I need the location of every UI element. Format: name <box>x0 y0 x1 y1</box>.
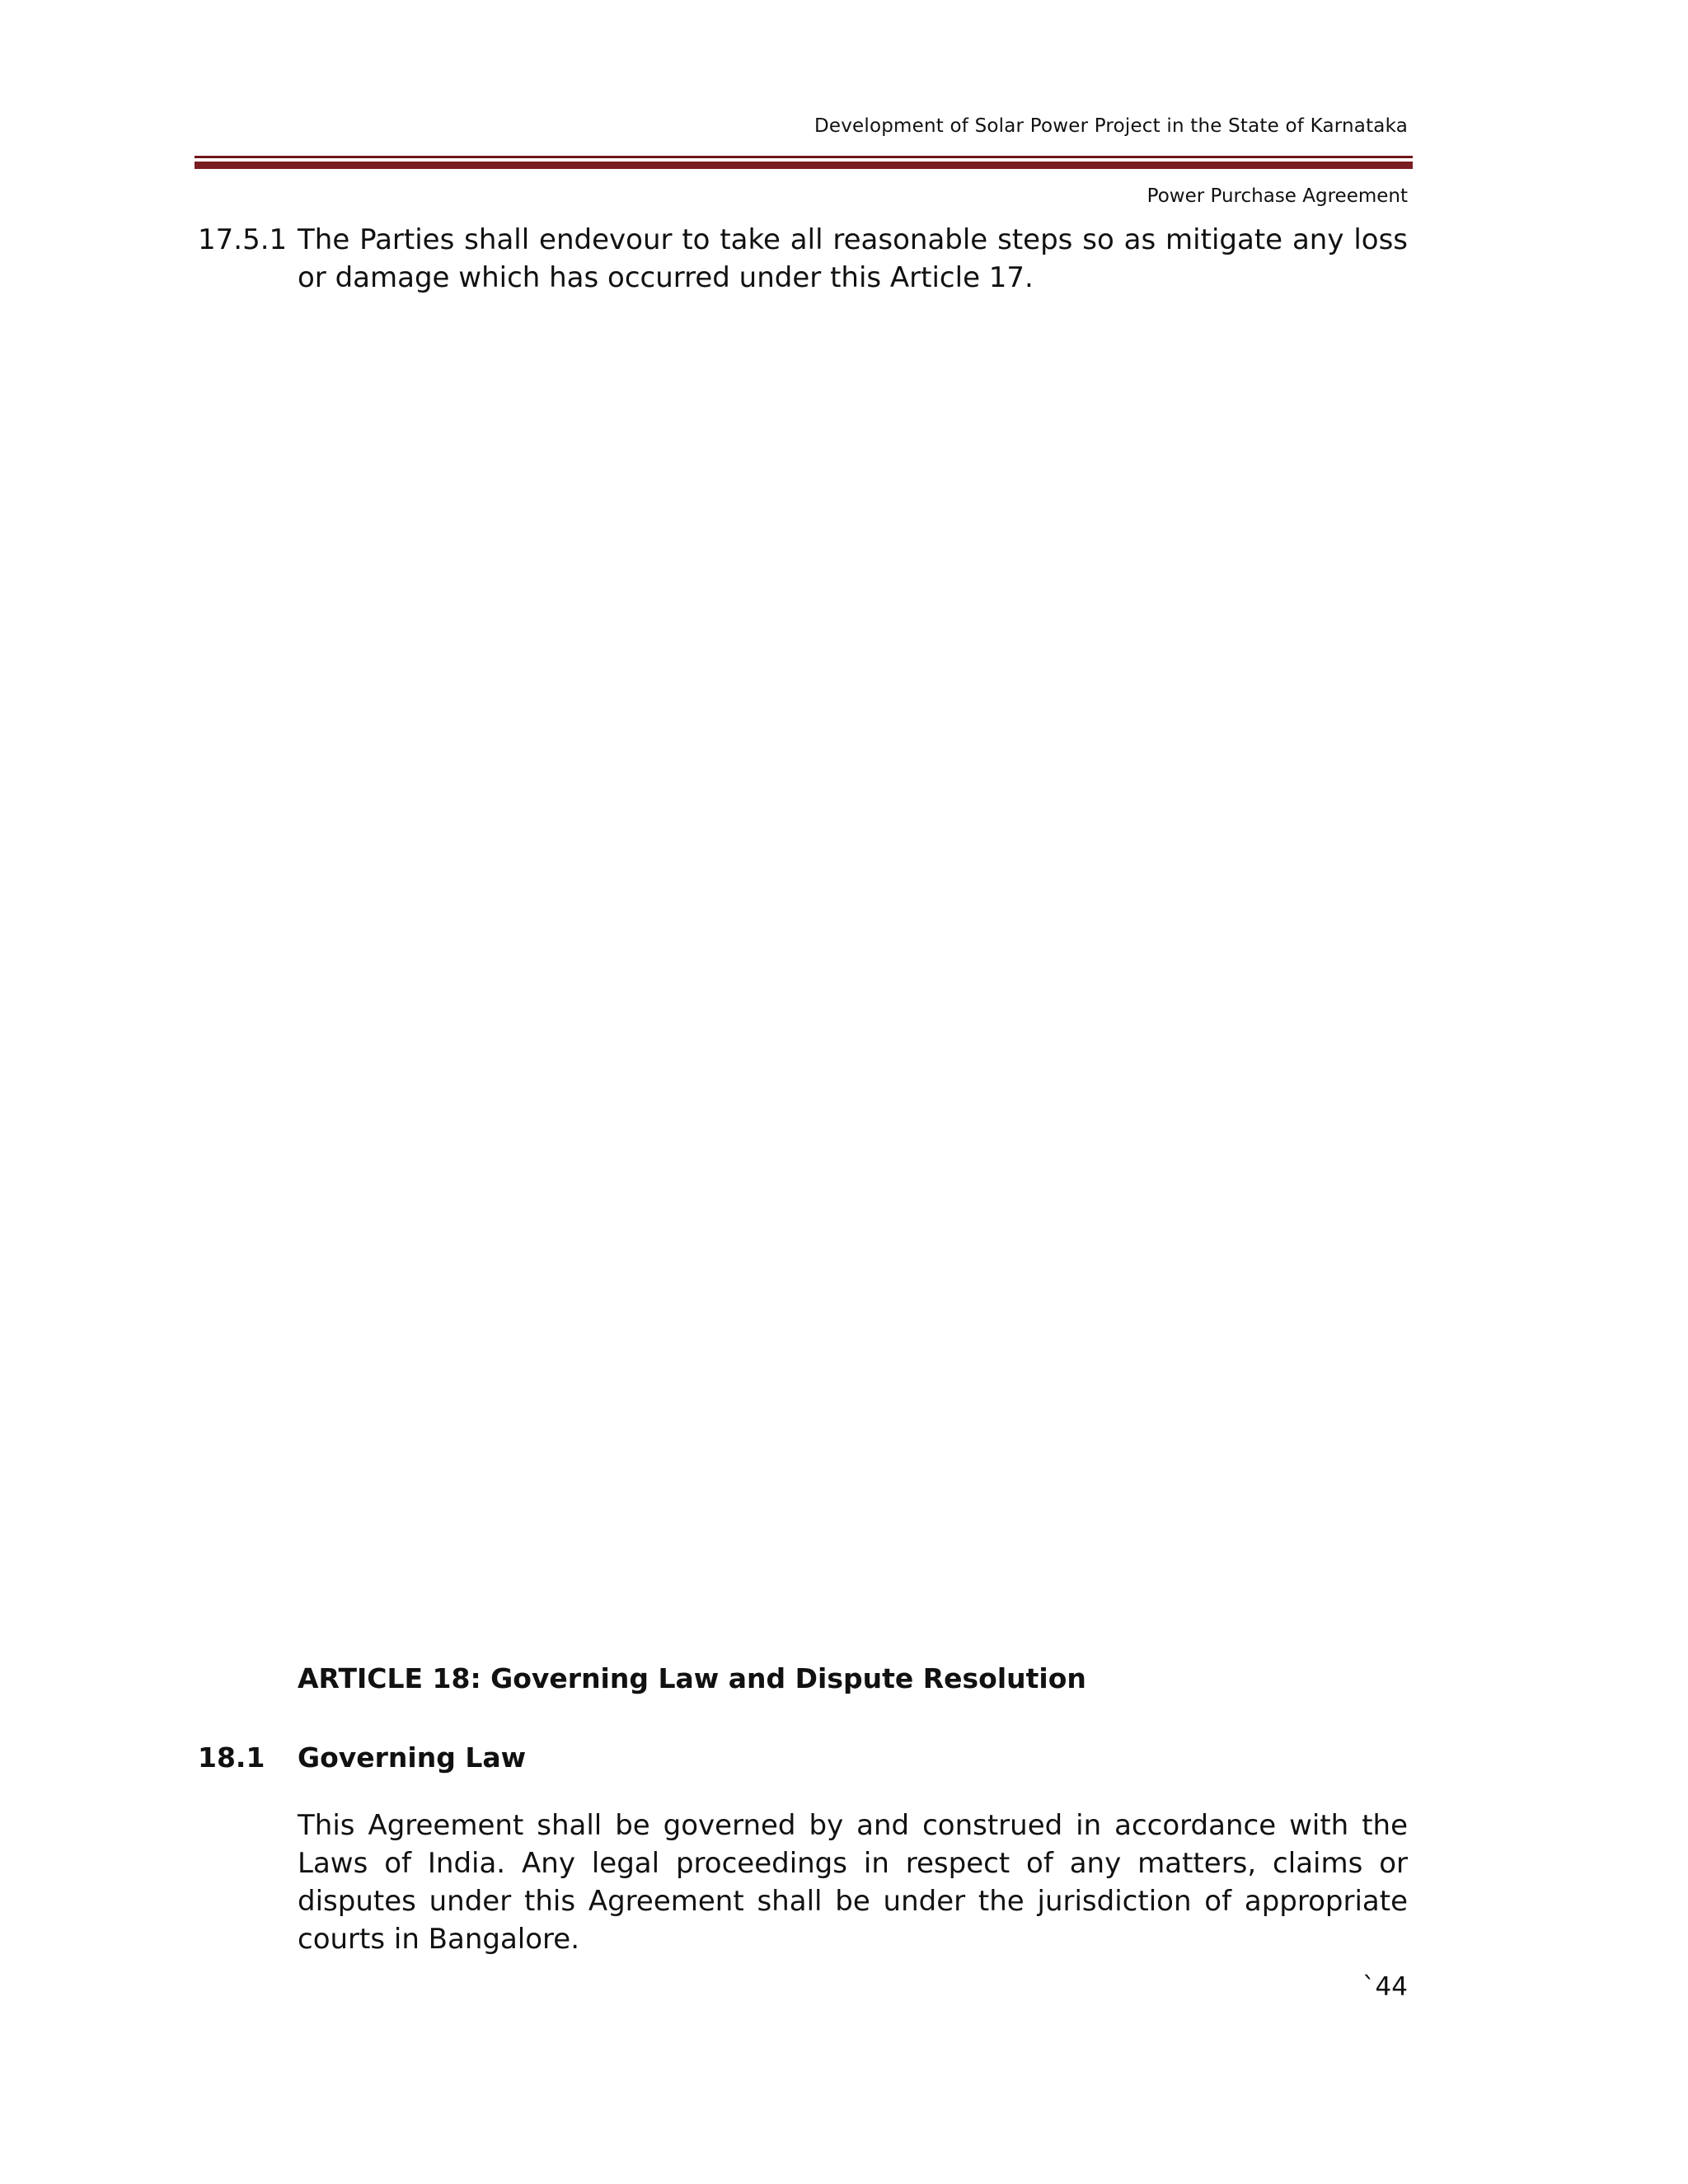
header-rule-thick <box>195 162 1413 169</box>
section-number: 18.1 <box>198 1741 265 1774</box>
header-rule-thin <box>195 156 1413 158</box>
clause-17-5-1 <box>198 221 1408 297</box>
clause-text: The Parties shall endevour to take all reasonable steps so as mitigate any loss or damage which has occurred under this Article 17. <box>298 223 1408 294</box>
page-number: `44 <box>1362 1972 1408 2002</box>
clause-number: 17.5.1 <box>198 223 288 256</box>
article-heading: ARTICLE 18: Governing Law and Dispute Resolution <box>298 1662 1086 1694</box>
header-title: Development of Solar Power Project in the State of Karnataka <box>814 115 1408 137</box>
header-subtitle: Power Purchase Agreement <box>1146 185 1408 207</box>
section-title: Governing Law <box>298 1741 527 1774</box>
section-18-1-body: This Agreement shall be governed by and construed in accordance with the Laws of India. Any legal proceedings in respect of any matters, claims or disputes under this Agreement shall be under the jurisdiction of appropriate courts in Bangalore. <box>298 1809 1408 1956</box>
